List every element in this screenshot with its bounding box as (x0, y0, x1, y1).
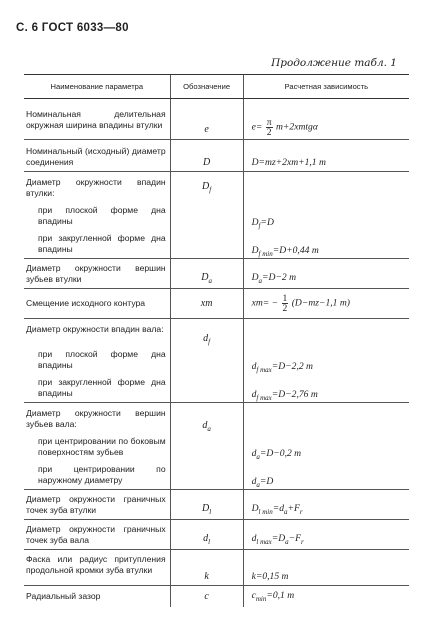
param-name: при плоской форме дна впадины (38, 348, 166, 370)
param-name: Диаметр окружности впадин вала: (24, 319, 170, 346)
param-formula: $D_{f min}=D+0,44$ m (243, 230, 409, 259)
table-row (24, 289, 409, 319)
param-formula: $D_f=D$ (243, 202, 409, 230)
param-symbol: $D_f$ (170, 172, 243, 203)
param-symbol: $D_l$ (170, 489, 243, 519)
column-header-name: Наименование параметра (24, 75, 170, 99)
param-name: при закругленной форме дна впадины (38, 233, 166, 254)
param-name: Номинальный (исходный) диаметр соединения (24, 140, 170, 172)
param-symbol: xm (170, 289, 243, 319)
param-formula: $d_{l max}=D_a-F_r$ (243, 519, 409, 549)
table-row (24, 433, 409, 461)
param-name: Диаметр окружности вершин зубьев вала: (24, 402, 170, 433)
table-row (24, 319, 409, 346)
param-symbol: $d_l$ (170, 519, 243, 549)
column-header-symbol: Обозначение (170, 75, 243, 99)
param-symbol: c (170, 585, 243, 607)
param-name: Диаметр окружности вершин зубьев втулки (24, 259, 170, 289)
table-row (24, 202, 409, 230)
param-formula: $d_a=D-0,2$ m (243, 433, 409, 461)
table-row (24, 585, 409, 607)
param-name: Номинальная делительная окружная ширина впадины втулки (24, 99, 170, 140)
param-name: при центрировании по наружному диаметру (38, 463, 166, 485)
param-formula: $D_a=D-2$ m (243, 259, 409, 289)
param-name: при центрировании по боковым поверхностям зубьев (38, 435, 166, 457)
param-name: при плоской форме дна впадины (38, 205, 166, 226)
param-name: Радиальный зазор (24, 585, 170, 607)
table-row (24, 461, 409, 490)
param-formula (243, 319, 409, 346)
param-formula: $d_{f max}=D-2,2$ m (243, 346, 409, 374)
param-name: Фаска или радиус притупления продольной кромки зуба втулки (24, 549, 170, 585)
param-formula: $c_{min}=0,1$ m (243, 585, 409, 607)
param-name: Диаметр окружности граничных точек зуба втулки (24, 489, 170, 519)
param-formula: $D_{l min}=d_a+F_r$ (243, 489, 409, 519)
param-symbol: k (170, 549, 243, 585)
param-symbol: $d_a$ (170, 402, 243, 433)
table-row (24, 549, 409, 585)
table-row (24, 402, 409, 433)
param-symbol: $d_f$ (170, 319, 243, 346)
table-row (24, 140, 409, 172)
table-row (24, 99, 409, 140)
table-row (24, 259, 409, 289)
param-formula: $d_{f max}=D-2,76$ m (243, 374, 409, 403)
param-symbol: D (170, 140, 243, 172)
param-formula: D=mz+2xm+1,1 m (243, 140, 409, 172)
param-name: при закругленной форме дна впадины (38, 376, 166, 398)
param-formula (243, 402, 409, 433)
table-row (24, 489, 409, 519)
table-row (24, 172, 409, 203)
param-formula: $d_a=D$ (243, 461, 409, 490)
param-formula: k=0,15 m (243, 549, 409, 585)
param-symbol: e (170, 99, 243, 140)
page-header: С. 6 ГОСТ 6033—80 (16, 22, 129, 34)
param-formula (243, 172, 409, 203)
table-row (24, 346, 409, 374)
parameters-table (24, 74, 409, 607)
table-row (24, 519, 409, 549)
column-header-formula: Расчетная зависимость (243, 75, 409, 99)
param-formula: e= $\frac{\pi}{2}$ m+2xmtgα (243, 99, 409, 140)
param-name: Смещение исходного контура (24, 289, 170, 319)
param-name: Диаметр окружности граничных точек зуба вала (24, 519, 170, 549)
fraction: $\frac{\pi}{2}$ (266, 117, 272, 138)
param-symbol: $D_a$ (170, 259, 243, 289)
fraction: $\frac{1}{2}$ (282, 293, 288, 314)
table-row (24, 230, 409, 259)
param-name: Диаметр окружности впадин втулки: (24, 172, 170, 203)
param-formula: xm= − $\frac{1}{2}$ (D−mz−1,1 m) (243, 289, 409, 319)
table-continuation-label: Продолжение табл. 1 (271, 57, 397, 69)
table-header-row (24, 75, 409, 99)
table-row (24, 374, 409, 403)
